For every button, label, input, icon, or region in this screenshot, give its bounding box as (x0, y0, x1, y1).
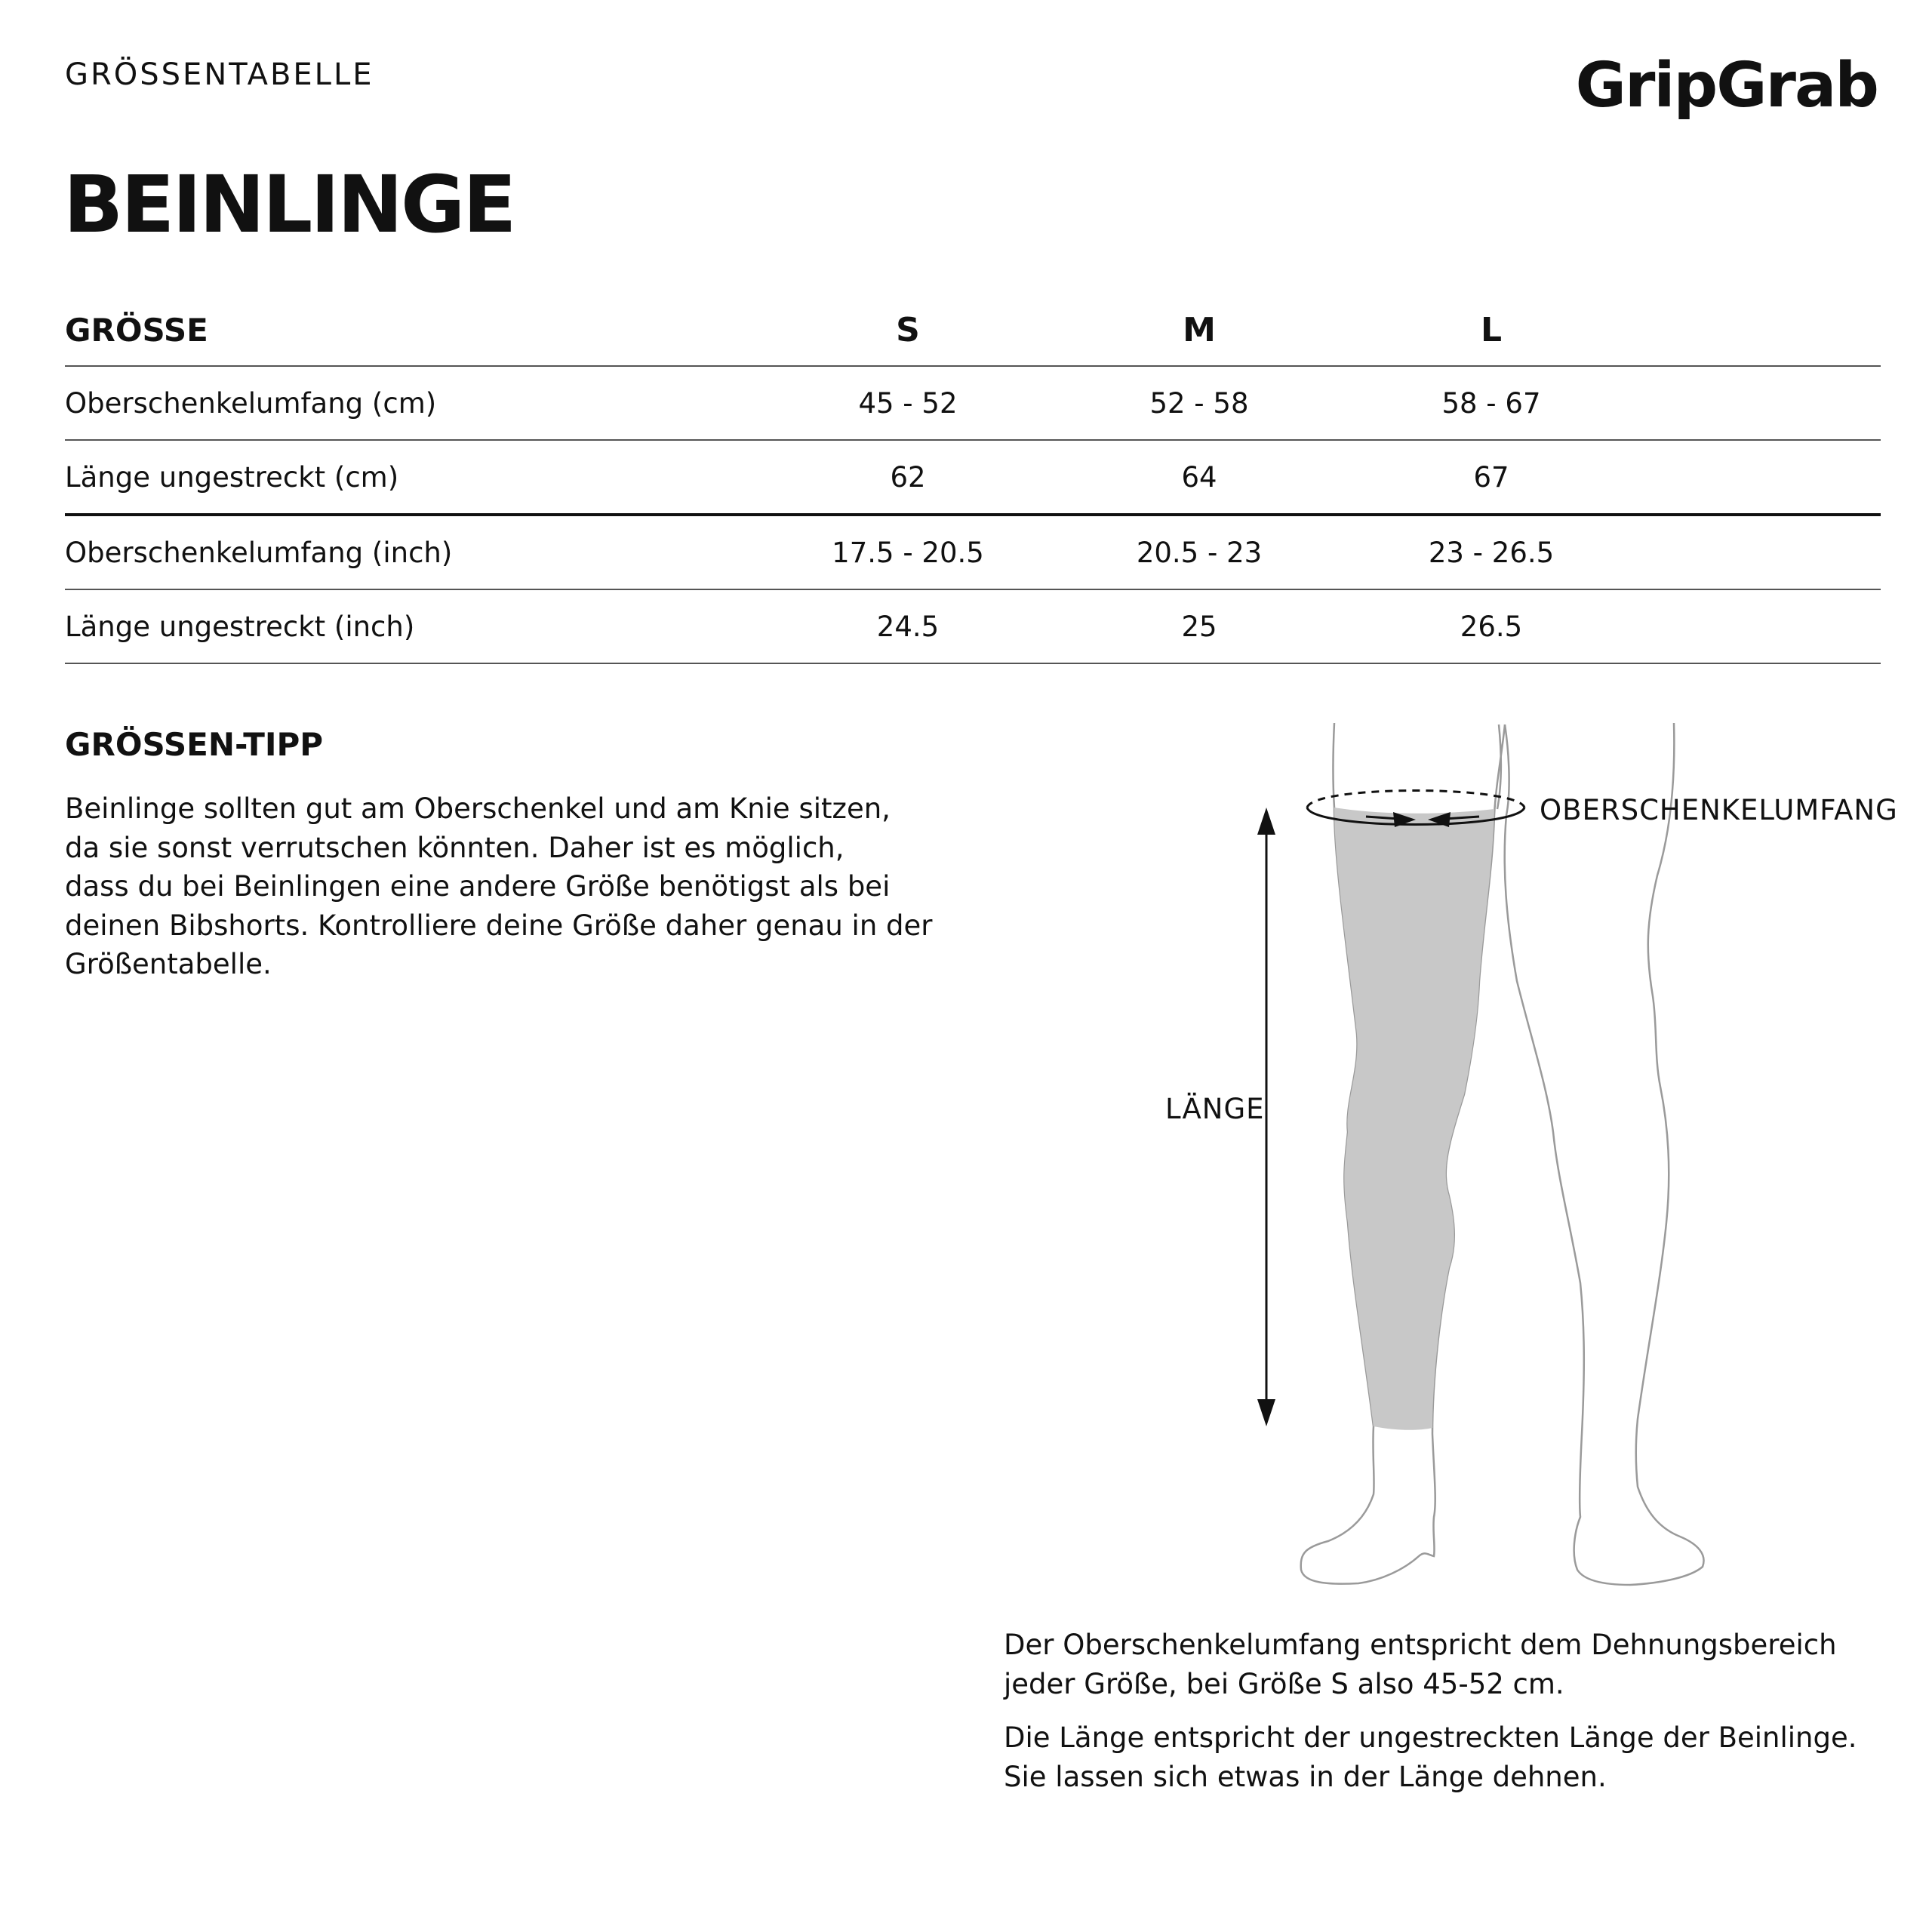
measurement-notes (1004, 1626, 1894, 1796)
size-header-l: L (1480, 310, 1503, 349)
note-line: Die Länge entspricht der ungestreckten Länge der Beinlinge. (1004, 1721, 1857, 1754)
note-line: Sie lassen sich etwas in der Länge dehnen. (1004, 1760, 1607, 1793)
size-column-label: GRÖSSE (65, 311, 208, 349)
row-label: Oberschenkelumfang (inch) (65, 536, 453, 569)
table-cell: 67 (1473, 460, 1509, 494)
tip-line: da sie sonst verrutschen könnten. Daher ist es möglich, (65, 831, 844, 864)
length-label: LÄNGE (1165, 1093, 1265, 1125)
table-cell: 64 (1181, 460, 1217, 494)
page-title: BEINLINGE (63, 158, 515, 251)
circumference-label: OBERSCHENKELUMFANG (1540, 794, 1898, 826)
note-paragraph (1004, 1626, 1894, 1703)
row-label: Länge ungestreckt (inch) (65, 610, 415, 643)
table-row (65, 367, 1881, 439)
table-header-row (65, 294, 1881, 365)
table-cell: 23 - 26.5 (1428, 536, 1555, 569)
tip-line: dass du bei Beinlingen eine andere Größe benötigst als bei (65, 870, 891, 903)
table-row (65, 516, 1881, 589)
size-header-s: S (896, 310, 920, 349)
table-cell: 45 - 52 (858, 386, 958, 420)
size-header-m: M (1183, 310, 1216, 349)
length-arrowhead-bottom (1257, 1399, 1275, 1426)
tip-paragraph (65, 789, 971, 984)
table-cell: 24.5 (876, 610, 940, 643)
note-paragraph (1004, 1718, 1894, 1796)
tip-line: deinen Bibshorts. Kontrolliere deine Größe daher genau in der (65, 909, 933, 942)
row-label: Oberschenkelumfang (cm) (65, 386, 437, 420)
leg-warmer-fill (1334, 808, 1494, 1430)
note-line: Der Oberschenkelumfang entspricht dem Dehnungsbereich (1004, 1629, 1837, 1661)
length-arrowhead-top (1257, 808, 1275, 835)
right-leg-outline (1505, 723, 1704, 1585)
table-cell: 26.5 (1460, 610, 1523, 643)
tip-line: Beinlinge sollten gut am Oberschenkel und am Knie sitzen, (65, 792, 891, 825)
tip-line: Größentabelle. (65, 948, 272, 980)
table-cell: 58 - 67 (1441, 386, 1541, 420)
table-cell: 62 (890, 460, 926, 494)
table-cell: 17.5 - 20.5 (832, 536, 984, 569)
table-divider (65, 663, 1881, 664)
table-cell: 25 (1181, 610, 1217, 643)
row-label: Länge ungestreckt (cm) (65, 460, 399, 494)
tip-heading: GRÖSSEN-TIPP (65, 726, 324, 763)
brand-logo: GripGrab (1575, 50, 1878, 122)
table-row (65, 441, 1881, 513)
note-line: jeder Größe, bei Größe S also 45-52 cm. (1004, 1667, 1564, 1700)
size-table (65, 294, 1881, 664)
page-kicker: GRÖSSENTABELLE (65, 57, 374, 92)
leg-measurement-illustration (1132, 717, 1924, 1607)
circumference-ellipse-back (1307, 791, 1524, 808)
table-cell: 20.5 - 23 (1136, 536, 1263, 569)
table-cell: 52 - 58 (1149, 386, 1249, 420)
table-row (65, 590, 1881, 663)
